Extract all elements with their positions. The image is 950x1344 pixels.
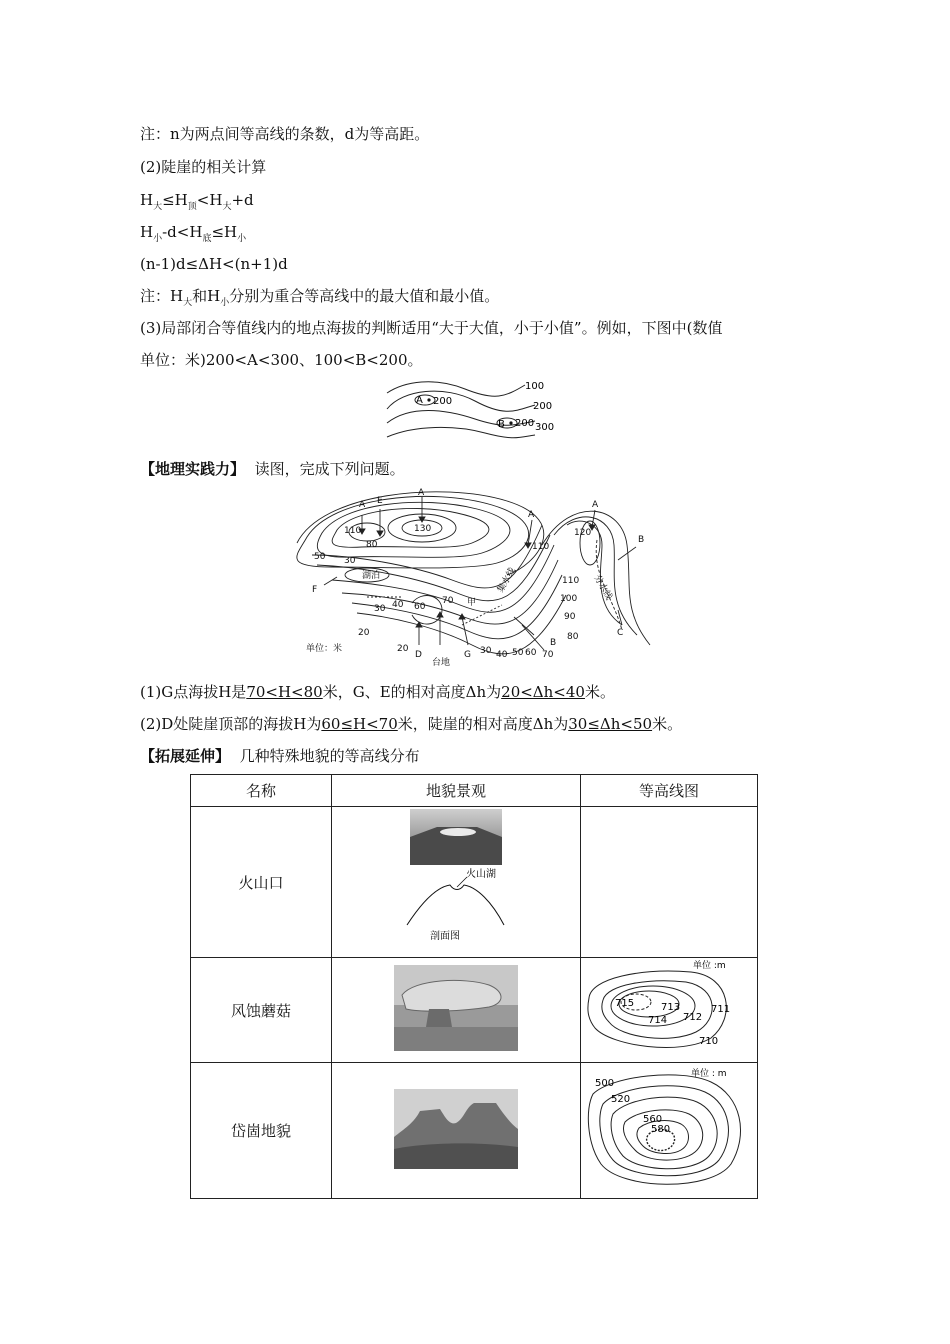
header-name: 名称 — [191, 775, 332, 807]
unit-label: 单位：米 — [306, 644, 343, 654]
svg-text:60: 60 — [414, 602, 426, 612]
daigu-landscape-cell — [332, 1063, 581, 1199]
extension-heading: 【拓展延伸】 几种特殊地貌的等高线分布 — [140, 747, 420, 765]
volcano-lake-label: 火山湖 — [466, 869, 496, 880]
svg-text:甲: 甲 — [467, 598, 477, 608]
label-a2: A — [418, 488, 425, 498]
mushroom-unit: 单位 :m — [693, 961, 726, 971]
row-name-volcano: 火山口 — [191, 807, 332, 958]
svg-text:70: 70 — [542, 650, 554, 660]
label-a4: A — [592, 500, 599, 510]
svg-text:100: 100 — [560, 594, 578, 604]
table-header-row — [191, 775, 758, 807]
svg-text:30: 30 — [480, 646, 492, 656]
svg-text:70: 70 — [442, 596, 454, 606]
note-h-max-min: 注：$H_大$和$H_小$分别为重合等高线中的最大值和最小值。 — [140, 287, 500, 308]
svg-text:湖泊: 湖泊 — [362, 571, 381, 581]
label-200: 200 — [533, 401, 553, 412]
label-e: E — [377, 496, 383, 506]
svg-text:110: 110 — [532, 542, 550, 552]
question-2: (2)D处陡崖顶部的海拔H为60≤H<70米，陡崖的相对高度Δh为30≤Δh<50米。 — [140, 715, 683, 733]
profile-label: 剖面图 — [430, 931, 460, 942]
svg-text:60: 60 — [525, 648, 537, 658]
svg-text:80: 80 — [366, 540, 378, 550]
svg-text:712: 712 — [683, 1012, 703, 1023]
table-row — [191, 807, 758, 958]
volcano-landscape-cell — [332, 807, 581, 958]
question-1: (1)G点海拔H是70<H<80米，G、E的相对高度Δh为20<Δh<40米。 — [140, 683, 615, 701]
mushroom-rock-photo — [394, 965, 518, 1051]
svg-text:130: 130 — [414, 524, 432, 534]
svg-text:714: 714 — [648, 1015, 668, 1026]
volcano-profile — [407, 885, 504, 925]
mushroom-contour-cell — [581, 958, 758, 1063]
formula-3: (n-1)d≤ΔH<(n+1)d — [140, 255, 288, 273]
platform-label: 台地 — [432, 658, 451, 668]
svg-text:580: 580 — [651, 1123, 671, 1135]
svg-text:120: 120 — [574, 528, 592, 538]
label-100: 100 — [525, 381, 545, 392]
label-c: C — [617, 628, 624, 638]
label-b2: B — [550, 638, 557, 648]
jishui-label: 集水线 — [495, 566, 519, 595]
svg-text:30: 30 — [374, 604, 386, 614]
svg-text:715: 715 — [615, 998, 635, 1009]
label-a1: A — [359, 500, 366, 510]
svg-text:90: 90 — [564, 612, 576, 622]
mushroom-landscape-cell — [332, 958, 581, 1063]
row-name-mushroom: 风蚀蘑菇 — [191, 958, 332, 1063]
label-300: 300 — [535, 422, 555, 433]
volcano-illustration — [332, 807, 580, 953]
svg-text:110: 110 — [562, 576, 580, 586]
practice-heading: 【地理实践力】 读图，完成下列问题。 — [140, 460, 405, 478]
svg-text:500: 500 — [595, 1077, 615, 1089]
svg-text:50: 50 — [512, 648, 524, 658]
label-b-value: 200 — [515, 418, 535, 429]
note-n-d: 注：n为两点间等高线的条数，d为等高距。 — [140, 125, 430, 143]
svg-text:713: 713 — [661, 1002, 681, 1013]
label-g: G — [464, 650, 471, 660]
svg-text:20: 20 — [397, 644, 409, 654]
section-2-title: (2)陡崖的相关计算 — [140, 158, 267, 176]
svg-text:80: 80 — [567, 632, 579, 642]
svg-text:711: 711 — [711, 1004, 731, 1015]
svg-text:30: 30 — [344, 556, 356, 566]
mushroom-contour-map — [581, 958, 757, 1058]
fenshui-label: 分水线 — [591, 573, 614, 602]
contour-200-top — [387, 391, 535, 411]
svg-text:520: 520 — [611, 1093, 631, 1105]
landform-table — [190, 774, 758, 1199]
volcano-contour-cell — [581, 807, 758, 958]
contour-200-bottom — [387, 411, 535, 426]
formula-2: $H_小-d<H_底\le H_小$ — [140, 223, 247, 244]
header-contour: 等高线图 — [581, 775, 758, 807]
contour-300 — [387, 427, 535, 437]
formula-1: $H_大\le H_顶<H_大+d$ — [140, 191, 254, 212]
section-3-line1: (3)局部闭合等值线内的地点海拔的判断适用“大于大值，小于小值”。例如，下图中(数值 — [140, 319, 723, 337]
daigu-contour-cell — [581, 1063, 758, 1199]
svg-text:560: 560 — [643, 1113, 663, 1125]
svg-text:40: 40 — [392, 600, 404, 610]
table-row — [191, 958, 758, 1063]
label-a: A — [416, 395, 423, 406]
section-3-line2: 单位：米)200<A<300、100<B<200。 — [140, 351, 423, 369]
label-b1: B — [638, 535, 645, 545]
label-b: B — [498, 419, 505, 430]
row-name-daigu: 岱崮地貌 — [191, 1063, 332, 1199]
svg-text:710: 710 — [699, 1036, 719, 1047]
table-row — [191, 1063, 758, 1199]
svg-text:20: 20 — [358, 628, 370, 638]
daigu-unit: 单位 : m — [691, 1068, 727, 1079]
label-d: D — [415, 650, 422, 660]
daigu-contour-map — [581, 1064, 757, 1194]
practice-contour-map — [292, 485, 662, 670]
label-a-value: 200 — [433, 396, 453, 407]
svg-text:50: 50 — [314, 552, 326, 562]
daigu-photo — [394, 1089, 518, 1169]
svg-text:40: 40 — [496, 650, 508, 660]
svg-text:110: 110 — [344, 526, 362, 536]
label-a3: A — [528, 510, 535, 520]
header-landscape: 地貌景观 — [332, 775, 581, 807]
label-f: F — [312, 585, 318, 595]
closed-contour-example-map — [385, 375, 570, 445]
